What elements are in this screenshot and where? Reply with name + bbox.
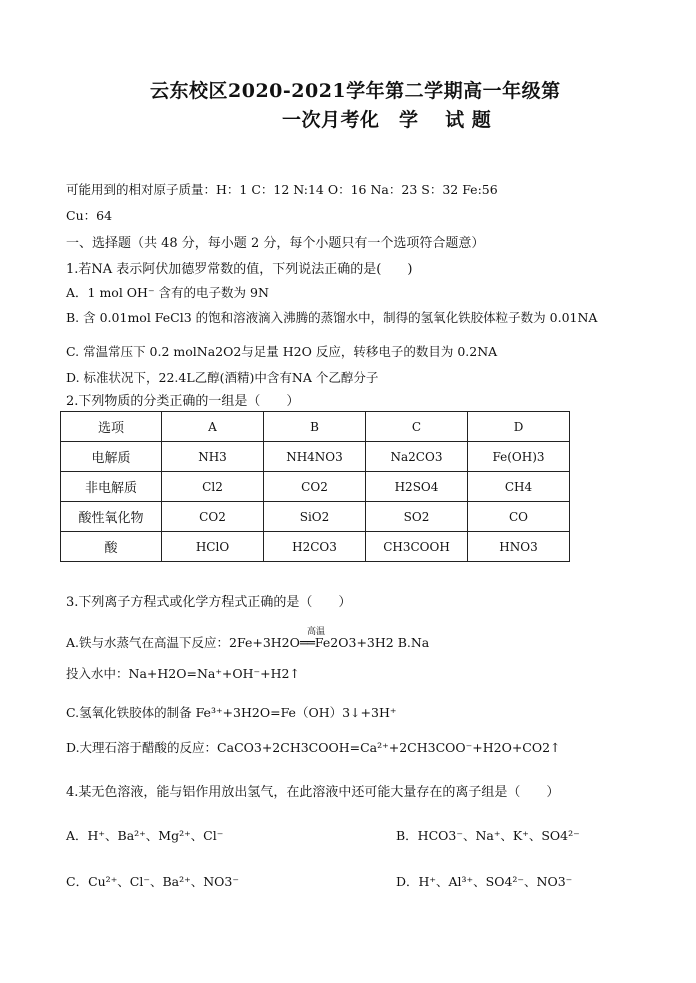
table-cell: 酸性氧化物 [61,502,162,532]
q1-stem: 1.若NA 表示阿伏加德罗常数的值，下列说法正确的是( ) [66,262,413,277]
table-cell: CH3COOH [366,532,468,562]
table-cell: HNO3 [468,532,570,562]
table-cell: CH4 [468,472,570,502]
table-header-row [61,412,570,442]
table-cell: SO2 [366,502,468,532]
q3-reaction-condition: 高温 [307,627,326,637]
exam-title-line1: 云东校区2020-2021学年第二学期高一年级第 [150,80,561,102]
table-cell: SiO2 [264,502,366,532]
table-cell: HClO [162,532,264,562]
q1-option-b: B. 含 0.01mol FeCl3 的饱和溶液滴入沸腾的蒸馏水中，制得的氢氧化铁胶体粒子数为 0.01NA [66,310,598,325]
q4-option-a: A．H⁺、Ba²⁺、Mg²⁺、Cl⁻ [66,828,224,843]
q1-option-c: C. 常温常压下 0.2 molNa2O2与足量 H2O 反应，转移电子的数目为 0.2NA [66,344,498,359]
table-row [61,502,570,532]
q2-stem: 2.下列物质的分类正确的一组是（ ） [66,394,300,409]
q1-option-a: A．1 mol OH⁻ 含有的电子数为 9N [66,285,269,300]
q4-option-d: D．H⁺、Al³⁺、SO4²⁻、NO3⁻ [396,874,573,889]
table-header-cell: A [162,412,264,442]
q4-option-b: B．HCO3⁻、Na⁺、K⁺、SO4²⁻ [396,828,580,843]
table-row [61,472,570,502]
table-cell: CO [468,502,570,532]
exam-title-line2: 一次月考化 学 试 题 [282,109,492,131]
table-header-cell: D [468,412,570,442]
q4-option-c: C．Cu²⁺、Cl⁻、Ba²⁺、NO3⁻ [66,874,239,889]
table-cell: H2SO4 [366,472,468,502]
table-cell: Na2CO3 [366,442,468,472]
table-header-cell: 选项 [61,412,162,442]
q3-option-a: A.铁与水蒸气在高温下反应：2Fe+3H2O══Fe2O3+3H2 B.Na [66,635,430,650]
table-cell: 非电解质 [61,472,162,502]
table-row [61,442,570,472]
table-cell: Fe(OH)3 [468,442,570,472]
table-cell: H2CO3 [264,532,366,562]
q3-option-c: C.氢氧化铁胶体的制备 Fe³⁺+3H2O=Fe（OH）3↓+3H⁺ [66,705,397,720]
q4-stem: 4.某无色溶液，能与铝作用放出氢气，在此溶液中还可能大量存在的离子组是（ ） [66,785,560,800]
q3-option-b: 投入水中：Na+H2O=Na⁺+OH⁻+H2↑ [66,666,300,681]
classification-table [60,411,570,562]
table-cell: 电解质 [61,442,162,472]
q1-option-d: D. 标准状况下，22.4L乙醇(酒精)中含有NA 个乙醇分子 [66,370,379,385]
table-cell: CO2 [162,502,264,532]
table-header-cell: B [264,412,366,442]
section-heading: 一、选择题（共 48 分，每小题 2 分，每个小题只有一个选项符合题意） [66,236,485,251]
table-cell: NH3 [162,442,264,472]
table-header-cell: C [366,412,468,442]
q3-stem: 3.下列离子方程式或化学方程式正确的是（ ） [66,595,352,610]
table-cell: CO2 [264,472,366,502]
atomic-mass-line1: 可能用到的相对原子质量：H：1 C：12 N:14 O：16 Na：23 S：32 Fe:56 [66,182,498,197]
table-row [61,532,570,562]
table-cell: NH4NO3 [264,442,366,472]
q3-option-d: D.大理石溶于醋酸的反应：CaCO3+2CH3COOH=Ca²⁺+2CH3COO⁻+H2O+CO2↑ [66,740,561,755]
table-cell: Cl2 [162,472,264,502]
table-cell: 酸 [61,532,162,562]
atomic-mass-line2: Cu：64 [66,208,113,223]
